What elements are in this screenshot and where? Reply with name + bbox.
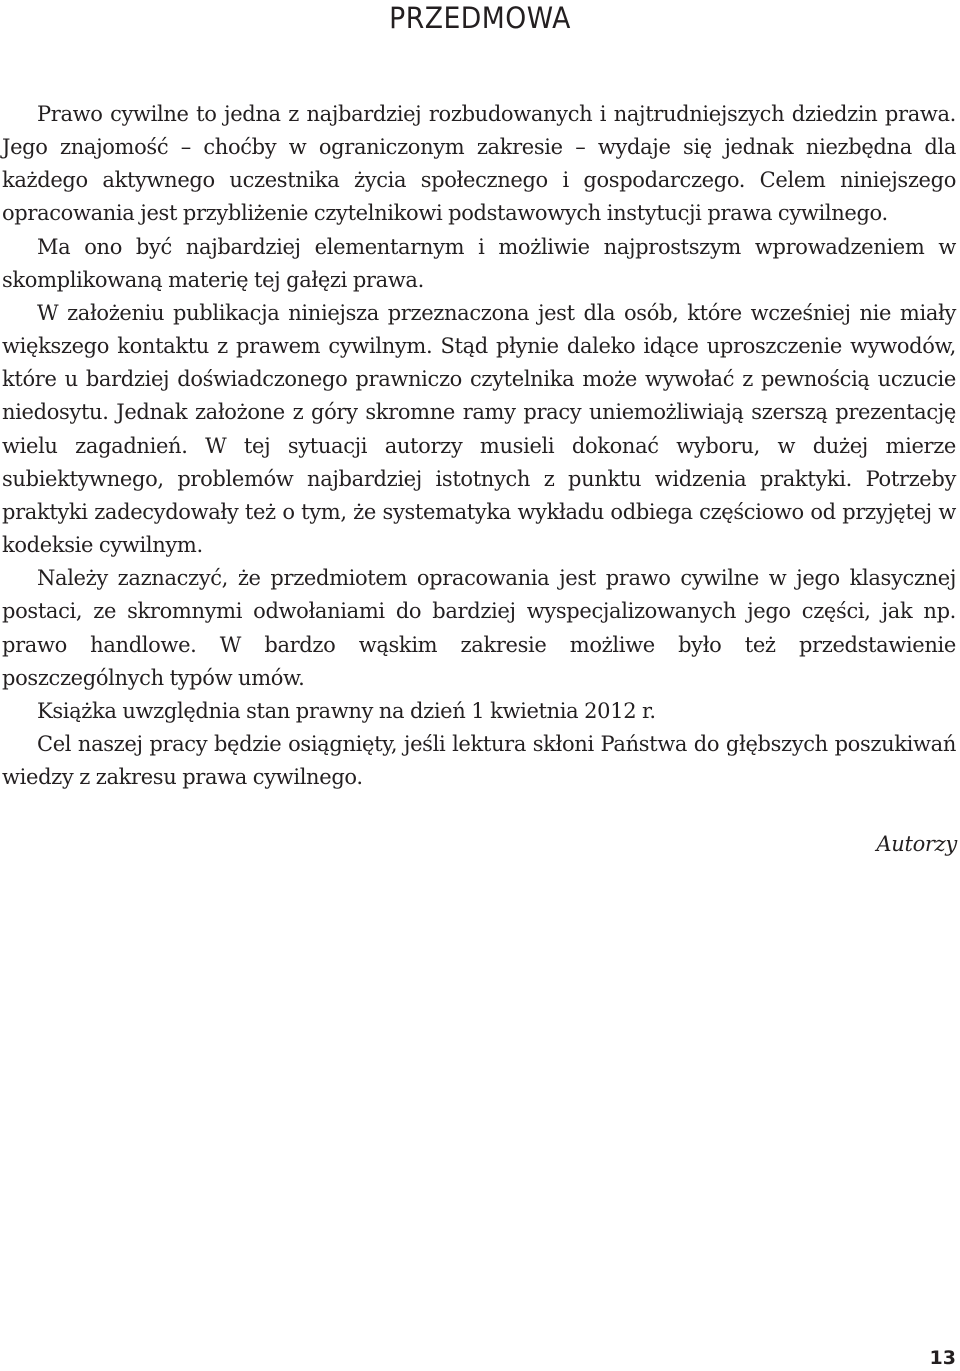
- paragraph: Książka uwzględnia stan prawny na dzień 1 kwietnia 2012 r.: [37, 698, 656, 723]
- paragraph: Cel naszej pracy będzie osiągnięty, jeśli lektura skłoni Państwa do głębszych poszukiwań wiedzy z zakresu prawa cywilnego.: [2, 731, 956, 790]
- paragraph: Ma ono być najbardziej elementarnym i możliwie najprostszym wprowadzeniem w skomplikowaną materię tej gałęzi prawa.: [2, 234, 956, 292]
- page-number: 13: [929, 1347, 956, 1369]
- paragraph: W założeniu publikacja niniejsza przeznaczona jest dla osób, które wcześniej nie miały większego kontaktu z prawem cywilnym. Stąd płynie daleko idące uproszczenie wywodów, które u bardziej doświadczonego prawniczo czytelnika może wywołać z pewnością uczucie niedosytu. Jednak założone z góry skromne ramy pracy uniemożliwiają szerszą prezentację wielu zagadnień. W tej sytuacji autorzy musieli dokonać wyboru, w dużej mierze subiektywnego, problemów najbardziej istotnych z punktu widzenia praktyki. Potrzeby praktyki zadecydowały też o tym, że systematyka wykładu odbiega częściowo od przyjętej w kodeksie cywilnym.: [2, 300, 956, 558]
- paragraph: Należy zaznaczyć, że przedmiotem opracowania jest prawo cywilne w jego klasycznej postaci, ze skromnymi odwołaniami do bardziej wyspecjalizowanych jego części, jak np. prawo handlowe. W bardzo wąskim zakresie możliwe było też przedstawienie poszczególnych typów umów.: [2, 566, 956, 690]
- paragraph: Prawo cywilne to jedna z najbardziej rozbudowanych i najtrudniejszych dziedzin prawa. Jego znajomość – choćby w ograniczonym zakresie – wydaje się jednak niezbędna dla każdego aktywnego uczestnika życia społecznego i gospodarczego. Celem niniejszego opracowania jest przybliżenie czytelnikowi podstawowych instytucji prawa cywilnego.: [2, 102, 956, 226]
- body-text: [2, 98, 956, 794]
- page-title: PRZEDMOWA: [389, 1, 571, 35]
- signature: Autorzy: [876, 832, 957, 856]
